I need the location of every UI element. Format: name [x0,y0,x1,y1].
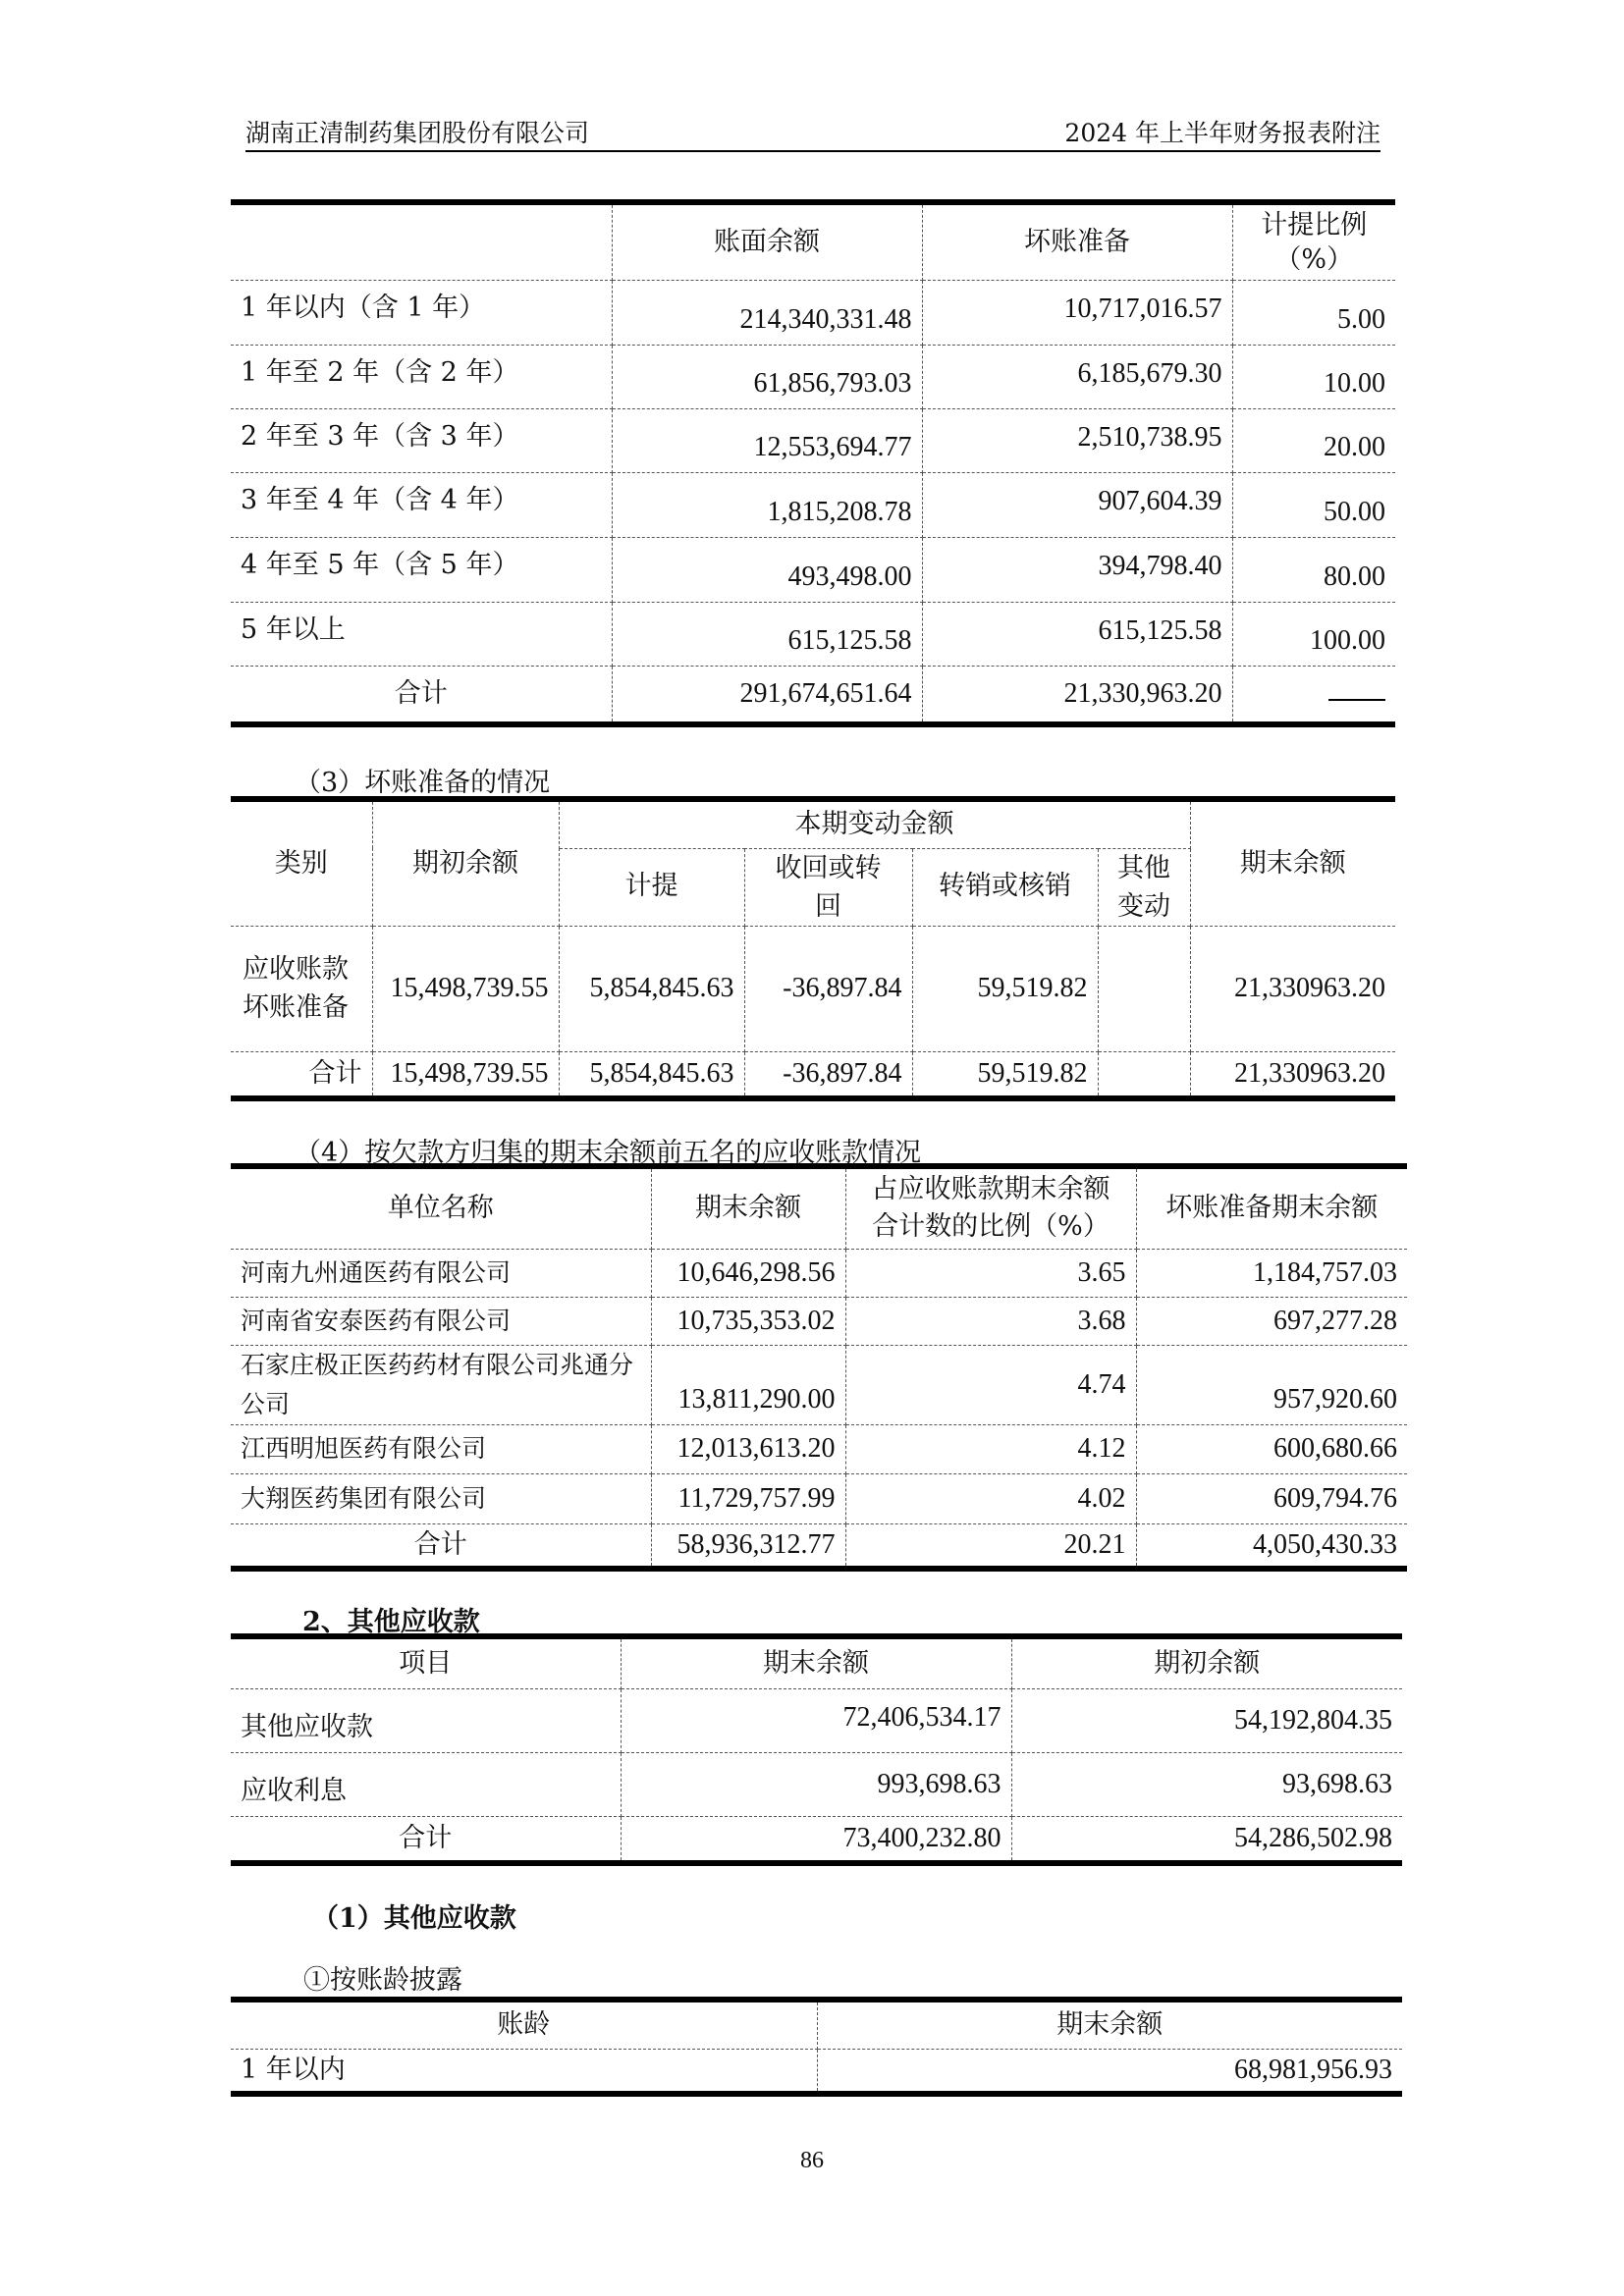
total-opening: 15,498,739.55 [372,1051,559,1098]
row-provision: 957,920.60 [1136,1345,1407,1424]
subsection1-subheading: ①按账龄披露 [303,1965,462,1996]
other-receivables-aging-table [231,1997,1402,2097]
row-name: 大翔医药集团有限公司 [231,1473,651,1523]
row-label: 1 年以内（含 1 年） [231,280,612,345]
total-closing: 21,330963.20 [1190,1051,1395,1098]
table-row [231,472,1395,537]
header-cell-empty [231,202,612,280]
row-label: 5 年以上 [231,602,612,666]
row-ratio: 10.00 [1232,345,1395,408]
header-recovered [744,848,912,926]
row-closing: 12,013,613.20 [651,1424,845,1473]
total-recovered: -36,897.84 [744,1051,912,1098]
header-recovered-line2: 回 [815,890,841,922]
header-category: 类别 [231,799,372,926]
header-rule [245,150,1380,152]
row-closing: 21,330963.20 [1190,926,1395,1051]
row-ratio: 5.00 [1232,280,1395,345]
header-provision: 坏账准备期末余额 [1136,1166,1407,1249]
header-name: 单位名称 [231,1166,651,1249]
row-provision: 615,125.58 [922,602,1232,666]
total-opening: 54,286,502.98 [1011,1816,1402,1863]
subsection1-heading: （1）其他应收款 [312,1903,516,1934]
total-label: 合计 [231,1816,621,1863]
row-recovered: -36,897.84 [744,926,912,1051]
row-closing: 993,698.63 [621,1752,1011,1816]
row-accrued: 5,854,845.63 [559,926,744,1051]
table-row [231,537,1395,602]
row-item: 其他应收款 [231,1688,621,1752]
row-provision: 600,680.66 [1136,1424,1407,1473]
table-total-row [231,1523,1407,1569]
total-provision: 21,330,963.20 [922,666,1232,724]
header-written-off: 转销或核销 [912,848,1098,926]
row-provision: 2,510,738.95 [922,408,1232,472]
row-balance: 1,815,208.78 [612,472,922,537]
row-ratio: 4.02 [845,1473,1136,1523]
top-five-debtors-table [231,1163,1407,1572]
table-row [231,345,1395,408]
page-number: 86 [800,2148,824,2173]
table-row [231,280,1395,345]
header-other-line2: 变动 [1117,890,1170,922]
row-provision: 1,184,757.03 [1136,1249,1407,1297]
total-written-off: 59,519.82 [912,1051,1098,1098]
table-row [231,1473,1407,1523]
table-header-row [231,202,1395,280]
row-category: 应收账款坏账准备 [231,926,372,1051]
header-accrued: 计提 [559,848,744,926]
row-balance: 493,498.00 [612,537,922,602]
header-opening: 期初余额 [372,799,559,926]
row-provision: 10,717,016.57 [922,280,1232,345]
dash-mark [1328,699,1385,701]
row-ratio: 80.00 [1232,537,1395,602]
table-header-row [231,1636,1402,1688]
row-closing: 11,729,757.99 [651,1473,845,1523]
row-closing: 72,406,534.17 [621,1688,1011,1752]
row-balance: 214,340,331.48 [612,280,922,345]
row-ratio: 50.00 [1232,472,1395,537]
table-row [231,408,1395,472]
header-change-group: 本期变动金额 [559,799,1190,848]
row-provision: 907,604.39 [922,472,1232,537]
row-other [1098,926,1190,1051]
row-label: 1 年至 2 年（含 2 年） [231,345,612,408]
row-closing: 10,646,298.56 [651,1249,845,1297]
row-opening: 93,698.63 [1011,1752,1402,1816]
row-aging: 1 年以内 [231,2049,817,2094]
table-row [231,1345,1407,1424]
row-closing: 13,811,290.00 [651,1345,845,1424]
total-closing: 73,400,232.80 [621,1816,1011,1863]
table-total-row [231,666,1395,724]
row-opening: 54,192,804.35 [1011,1688,1402,1752]
row-provision: 697,277.28 [1136,1297,1407,1345]
section4-heading: （4）按欠款方归集的期末余额前五名的应收账款情况 [295,1138,922,1168]
row-ratio: 20.00 [1232,408,1395,472]
row-label: 4 年至 5 年（含 5 年） [231,537,612,602]
header-closing: 期末余额 [621,1636,1011,1688]
row-balance: 61,856,793.03 [612,345,922,408]
table-total-row [231,1816,1402,1863]
table-row [231,1249,1407,1297]
total-ratio: 20.21 [845,1523,1136,1569]
row-provision: 394,798.40 [922,537,1232,602]
total-other [1098,1051,1190,1098]
header-other [1098,848,1190,926]
other-receivables-heading: 2、其他应收款 [302,1607,480,1637]
total-label: 合计 [231,666,612,724]
row-closing: 68,981,956.93 [817,2049,1402,2094]
row-provision: 609,794.76 [1136,1473,1407,1523]
row-balance: 12,553,694.77 [612,408,922,472]
table-row [231,1688,1402,1752]
table-row [231,1297,1407,1345]
table-header-row [231,1166,1407,1249]
row-written-off: 59,519.82 [912,926,1098,1051]
section3-heading: （3）坏账准备的情况 [295,768,551,798]
table-row [231,1424,1407,1473]
total-label: 合计 [231,1523,651,1569]
header-closing: 期末余额 [817,2000,1402,2049]
row-label: 3 年至 4 年（含 4 年） [231,472,612,537]
ratio-header-line1: 计提比例 [1261,209,1368,240]
header-cell-provision: 坏账准备 [922,202,1232,280]
total-ratio-dash [1232,666,1395,724]
ratio-header-line2: （%） [1274,243,1354,275]
other-receivables-table [231,1633,1402,1866]
header-cell-ratio [1232,202,1395,280]
row-name: 石家庄极正医药药材有限公司兆通分公司 [231,1345,651,1424]
header-ratio: 占应收账款期末余额合计数的比例（%） [845,1166,1136,1249]
table-total-row [231,1051,1395,1098]
header-company-name: 湖南正清制药集团股份有限公司 [245,119,590,147]
header-other-line1: 其他 [1117,852,1170,883]
row-name: 江西明旭医药有限公司 [231,1424,651,1473]
table-row [231,602,1395,666]
row-name: 河南省安泰医药有限公司 [231,1297,651,1345]
total-label: 合计 [231,1051,372,1098]
row-ratio: 3.68 [845,1297,1136,1345]
aging-table [231,199,1395,727]
table-row [231,1752,1402,1816]
table-row [231,2049,1402,2094]
table-row [231,926,1395,1051]
header-closing: 期末余额 [1190,799,1395,926]
row-opening: 15,498,739.55 [372,926,559,1051]
row-ratio: 100.00 [1232,602,1395,666]
header-cell-balance: 账面余额 [612,202,922,280]
row-label: 2 年至 3 年（含 3 年） [231,408,612,472]
row-ratio: 4.74 [845,1345,1136,1424]
header-item: 项目 [231,1636,621,1688]
total-balance: 291,674,651.64 [612,666,922,724]
total-provision: 4,050,430.33 [1136,1523,1407,1569]
row-provision: 6,185,679.30 [922,345,1232,408]
table-header-row [231,2000,1402,2049]
row-item: 应收利息 [231,1752,621,1816]
bad-debt-provision-table [231,796,1395,1101]
header-closing: 期末余额 [651,1166,845,1249]
header-report-title: 2024 年上半年财务报表附注 [1064,119,1380,147]
header-recovered-line1: 收回或转 [775,852,882,883]
header-opening: 期初余额 [1011,1636,1402,1688]
row-name: 河南九州通医药有限公司 [231,1249,651,1297]
total-closing: 58,936,312.77 [651,1523,845,1569]
row-ratio: 4.12 [845,1424,1136,1473]
header-aging: 账龄 [231,2000,817,2049]
row-closing: 10,735,353.02 [651,1297,845,1345]
row-balance: 615,125.58 [612,602,922,666]
total-accrued: 5,854,845.63 [559,1051,744,1098]
row-ratio: 3.65 [845,1249,1136,1297]
table-header-row [231,799,1395,848]
